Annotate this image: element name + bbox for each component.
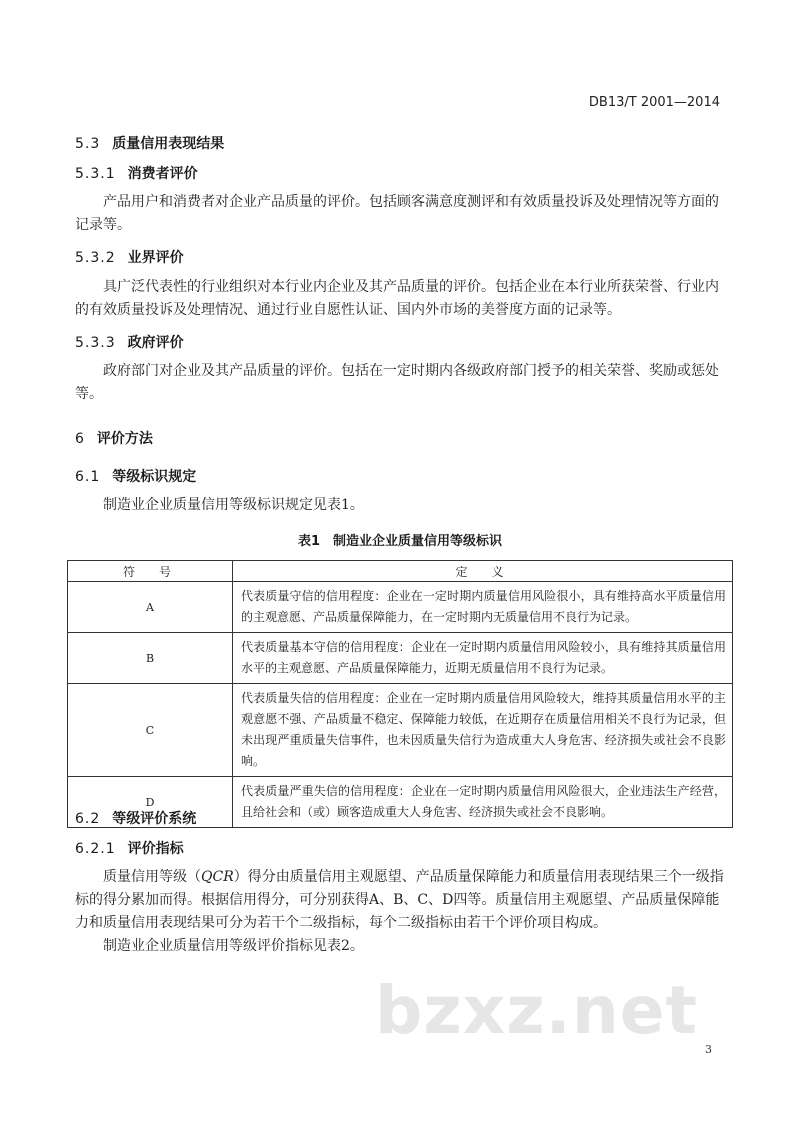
heading-number: 5.3.1 [75,166,116,182]
heading-title: 等级评价系统 [112,811,197,827]
grade-definition: 代表质量守信的信用程度：企业在一定时期内质量信用风险很小，具有维持高水平质量信用的主观意愿、产品质量保障能力，在一定时期内无质量信用不良行为记录。 [233,582,733,633]
grade-mark-table [67,560,733,828]
grade-symbol: C [68,684,233,777]
heading-number: 6 [75,431,85,447]
heading-number: 6.1 [75,469,101,485]
heading-title: 消费者评价 [127,166,198,182]
column-header-symbol: 符 号 [68,561,233,582]
watermark: bzxz.net [375,972,699,1049]
heading-title: 评价指标 [127,841,184,857]
paragraph-grade-mark-rule: 制造业企业质量信用等级标识规定见表1。 [103,497,364,513]
heading-title: 政府评价 [127,335,184,351]
paragraph-see-table-2: 制造业企业质量信用等级评价指标见表2。 [103,938,364,954]
grade-symbol: B [68,633,233,684]
heading-5-3-2 [75,247,184,267]
heading-title: 等级标识规定 [112,469,197,485]
column-header-definition: 定 义 [233,561,733,582]
heading-5-3-1 [75,163,198,183]
paragraph-consumer-evaluation: 产品用户和消费者对企业产品质量的评价。包括顾客满意度测评和有效质量投诉及处理情况等方面的记录等。 [75,194,719,233]
paragraph-government-evaluation: 政府部门对企业及其产品质量的评价。包括在一定时期内各级政府部门授予的相关荣誉、奖励或惩处等。 [75,363,719,402]
qcr-term: QCR [201,869,234,885]
heading-6-1 [75,466,196,486]
grade-symbol: A [68,582,233,633]
heading-number: 5.3.3 [75,335,116,351]
heading-number: 5.3 [75,136,101,152]
grade-symbol: D [68,777,233,828]
text-segment: ）得分由质量信用主观愿望、产品质量保障能力和质量信用表现结果三个一级指标的得分累加而得。根据信用得分，可分别获得A、B、C、D四等。质量信用主观愿望、产品质量保障能力和质量信用表现结果可分为若干个二级指标，每个二级指标由若干个评价项目构成。 [75,869,724,931]
heading-title: 业界评价 [127,250,184,266]
text-segment: 质量信用等级（ [103,869,201,885]
table-row [68,633,733,684]
document-code: DB13/T 2001—2014 [588,95,720,110]
heading-6-2 [75,808,196,828]
grade-definition: 代表质量失信的信用程度：企业在一定时期内质量信用风险较大，维持其质量信用水平的主观意愿不强、产品质量不稳定、保障能力较低，在近期存在质量信用相关不良行为记录，但未出现严重质量失信事件，也未因质量失信行为造成重大人身危害、经济损失或社会不良影响。 [233,684,733,777]
heading-5-3-3 [75,332,184,352]
table-row [68,582,733,633]
grade-definition: 代表质量基本守信的信用程度：企业在一定时期内质量信用风险较小，具有维持其质量信用水平的主观意愿、产品质量保障能力，近期无质量信用不良行为记录。 [233,633,733,684]
heading-6-2-1 [75,838,184,858]
paragraph-industry-evaluation: 具广泛代表性的行业组织对本行业内企业及其产品质量的评价。包括企业在本行业所获荣誉、行业内的有效质量投诉及处理情况、通过行业自愿性认证、国内外市场的美誉度方面的记录等。 [75,279,719,318]
grade-definition: 代表质量严重失信的信用程度：企业在一定时期内质量信用风险很大，企业违法生产经营，且给社会和（或）顾客造成重大人身危害、经济损失或社会不良影响。 [233,777,733,828]
heading-number: 6.2.1 [75,841,116,857]
paragraph-evaluation-indicators [75,866,725,935]
table-row [68,684,733,777]
table-header-row [68,561,733,582]
heading-number: 5.3.2 [75,250,116,266]
table-1-title: 表1 制造业企业质量信用等级标识 [297,534,503,549]
heading-title: 评价方法 [96,431,153,447]
page-number: 3 [705,1043,712,1056]
heading-6 [75,428,153,448]
heading-number: 6.2 [75,811,101,827]
heading-title: 质量信用表现结果 [112,136,225,152]
heading-5-3 [75,133,224,153]
